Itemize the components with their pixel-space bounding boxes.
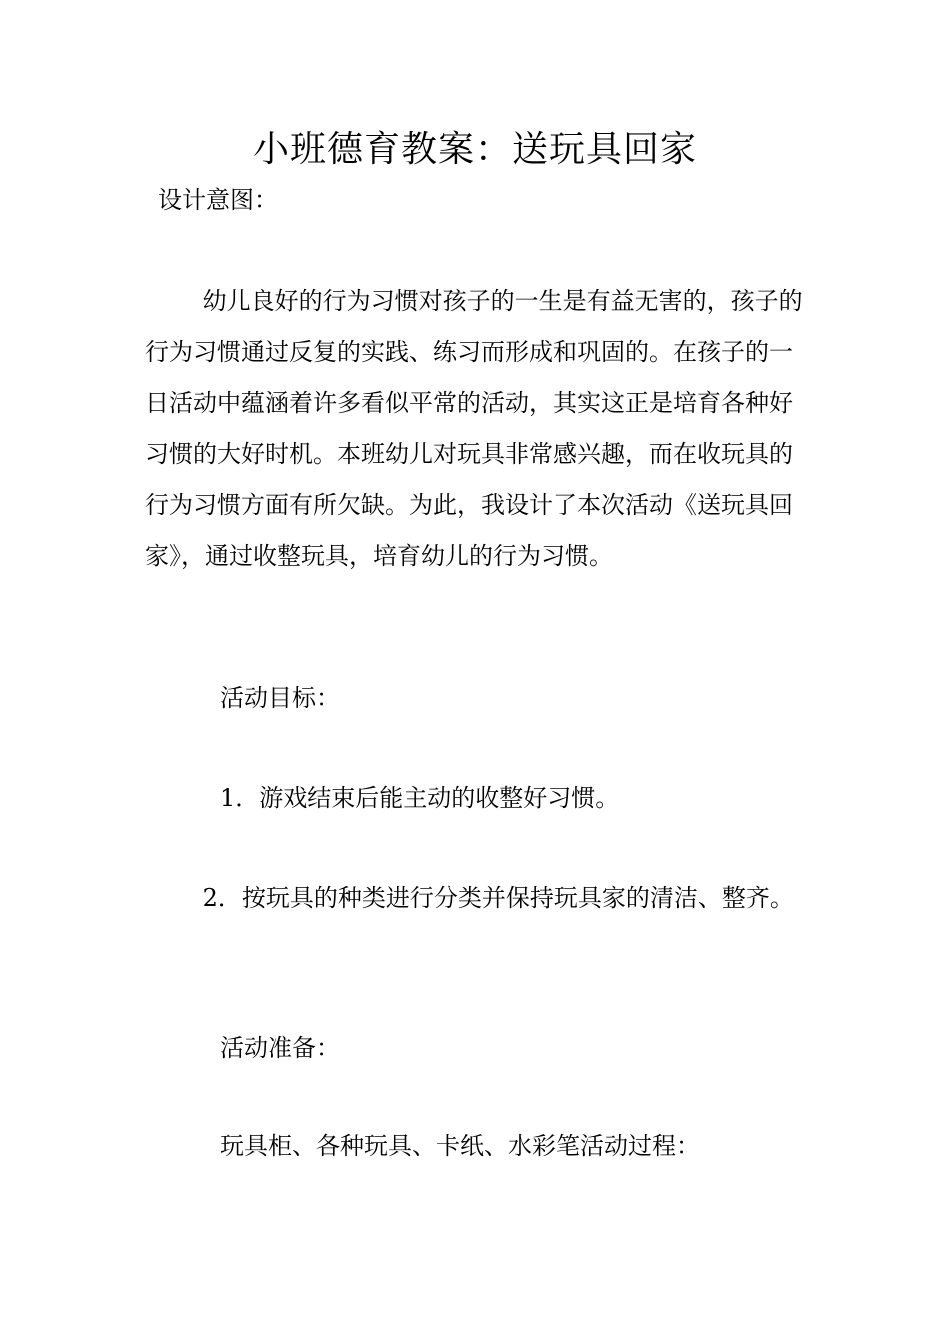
design-intent-paragraph: 幼儿良好的行为习惯对孩子的一生是有益无害的，孩子的行为习惯通过反复的实践、练习而形成和巩固的。在孩子的一日活动中蕴涵着许多看似平常的活动，其实这正是培育各种好习惯的大好时机。本班幼儿对玩具非常感兴趣，而在收玩具的行为习惯方面有所欠缺。为此，我设计了本次活动《送玩具回家》，通过收整玩具，培育幼儿的行为习惯。 <box>145 287 803 570</box>
activity-prep-heading: 活动准备： <box>220 1034 340 1062</box>
goal-item-2: 2．按玩具的种类进行分类并保持玩具家的清洁、整齐。 <box>202 884 794 912</box>
activity-prep-text: 玩具柜、各种玩具、卡纸、水彩笔活动过程： <box>220 1132 700 1160</box>
design-intent-label: 设计意图： <box>158 186 278 214</box>
activity-goals-heading: 活动目标： <box>220 684 340 712</box>
page-title: 小班德育教案：送玩具回家 <box>252 129 697 170</box>
goal-item-1: 1．游戏结束后能主动的收整好习惯。 <box>220 784 620 812</box>
